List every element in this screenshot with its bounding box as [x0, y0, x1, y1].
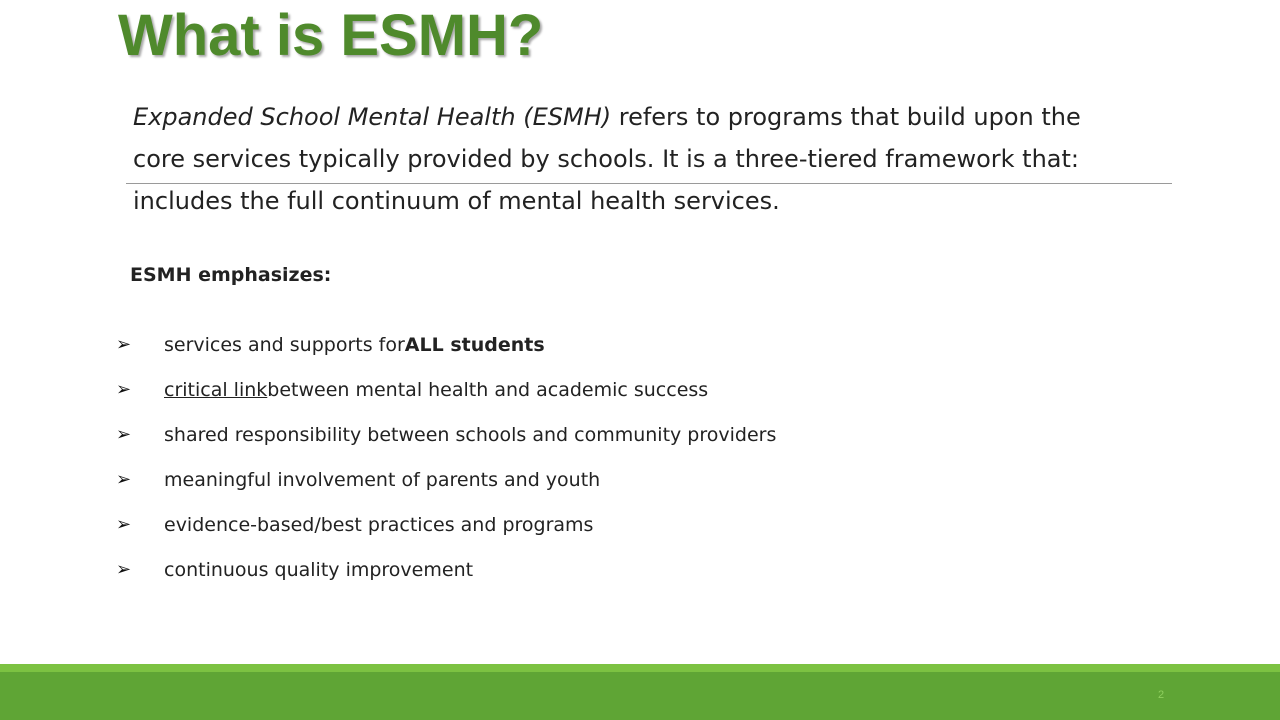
bullet-text: shared responsibility between schools and community providers [164, 423, 777, 446]
footer-bar [0, 672, 1280, 720]
list-item [116, 367, 776, 412]
list-item [116, 322, 776, 367]
bullet-text: evidence-based/best practices and programs [164, 513, 594, 536]
page-number: 2 [1158, 689, 1165, 701]
footer-accent-stripe [0, 664, 1280, 672]
list-item [116, 412, 776, 457]
intro-line3: includes the full continuum of mental health services. [133, 187, 780, 215]
arrow-bullet-icon: ➢ [116, 334, 132, 355]
divider-line [126, 183, 1172, 184]
bullet-bold-text: ALL students [404, 333, 545, 356]
bullet-underlined-text: critical link [164, 378, 268, 401]
esmh-term: Expanded School Mental Health (ESMH) [133, 103, 612, 131]
list-item [116, 457, 776, 502]
emphasis-list [116, 322, 776, 592]
arrow-bullet-icon: ➢ [116, 379, 132, 400]
emphasis-heading: ESMH emphasizes: [130, 264, 332, 286]
bullet-text: continuous quality improvement [164, 558, 474, 581]
intro-line1-rest: refers to programs that build upon the [611, 103, 1081, 131]
arrow-bullet-icon: ➢ [116, 514, 132, 535]
intro-line2: core services typically provided by schools. It is a three-tiered framework that: [133, 145, 1079, 173]
bullet-text: services and supports for [164, 333, 405, 356]
bullet-text: meaningful involvement of parents and youth [164, 468, 601, 491]
intro-paragraph [133, 96, 1193, 222]
list-item [116, 502, 776, 547]
arrow-bullet-icon: ➢ [116, 559, 132, 580]
list-item [116, 547, 776, 592]
slide-title: What is ESMH? [118, 3, 544, 68]
arrow-bullet-icon: ➢ [116, 469, 132, 490]
bullet-text: between mental health and academic success [267, 378, 709, 401]
arrow-bullet-icon: ➢ [116, 424, 132, 445]
